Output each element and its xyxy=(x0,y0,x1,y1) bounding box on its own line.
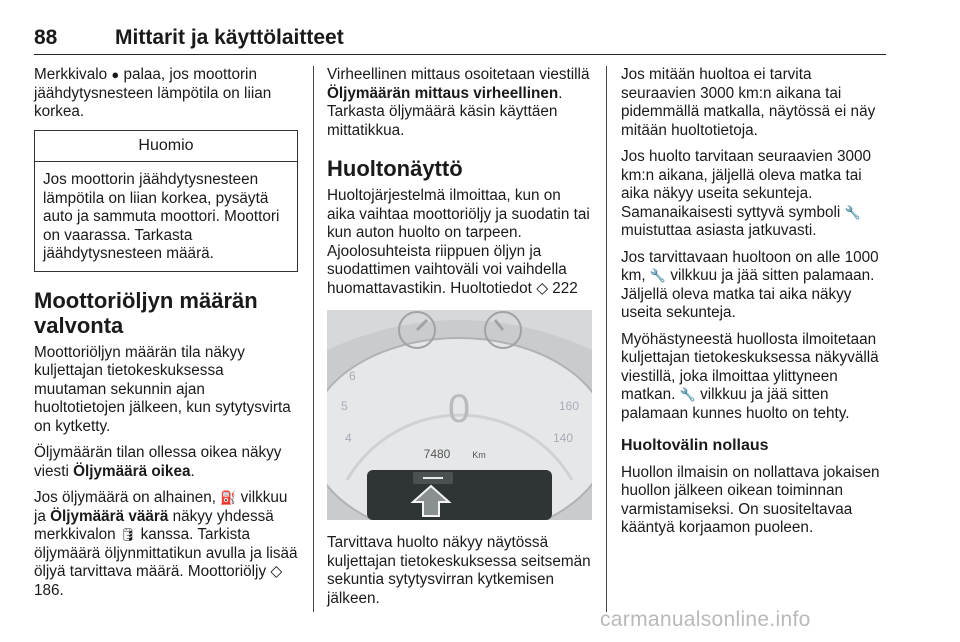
paragraph: Jos öljymäärä on alhainen, ⛽ vilkkuu ja Öljymäärä väärä näkyy yhdessä merkkivalon 🛢 kanssa. Tarkista öljymäärä öljynmittatikun avulla ja lisää öljyä tarvittava määrä. Moottoriöljy ◇ 186. xyxy=(34,489,298,599)
warning-light-icon: ● xyxy=(111,67,120,82)
page-reference-icon: ◇ xyxy=(536,279,548,297)
svg-text:6: 6 xyxy=(349,369,356,383)
paragraph: Jos tarvittavaan huoltoon on alle 1000 km, 🔧 vilkkuu ja jää sitten palamaan. Jäljellä oleva matka tai aika näkyy useita sekunteja. xyxy=(621,248,879,321)
section-heading: Huoltonäyttö xyxy=(327,156,463,181)
column-divider xyxy=(606,66,607,612)
paragraph: Jos huolto tarvitaan seuraavien 3000 km:n aikana, jäljellä oleva matka tai aika näkyy useita sekunteja. Samanaikaisesti syttyvä symboli 🔧 muistuttaa asiasta jatkuvasti. xyxy=(621,148,872,239)
paragraph: Öljymäärän tilan ollessa oikea näkyy viesti Öljymäärä oikea. xyxy=(34,444,282,480)
column-2 xyxy=(327,66,592,616)
subsection-heading: Huoltovälin nollaus xyxy=(621,437,769,454)
page-reference-icon: ◇ xyxy=(270,563,283,580)
watermark: carmanualsonline.info xyxy=(600,608,811,631)
paragraph: Myöhästyneestä huollosta ilmoitetaan kuljettajan tietokeskuksessa näkyvällä viestillä, joka ilmoittaa ylittyneen matkan. 🔧 vilkkuu ja jää sitten palamaan kunnes huolto on tehty. xyxy=(621,330,879,422)
speed-digit: 0 xyxy=(447,387,471,431)
column-3 xyxy=(621,66,887,546)
column-divider xyxy=(313,66,314,612)
paragraph: Jos mitään huoltoa ei tarvita seuraavien 3000 km:n aikana tai pidemmällä matkalla, näytössä ei näy mitään huoltotietoja. xyxy=(621,66,876,139)
page-number: 88 xyxy=(34,26,58,49)
svg-text:4: 4 xyxy=(345,431,352,445)
section-heading: Moottoriöljyn määrän valvonta xyxy=(34,287,258,338)
odometer-value: 7480 xyxy=(423,447,451,461)
notice-title: Huomio xyxy=(35,131,297,163)
paragraph: Huoltojärjestelmä ilmoittaa, kun on aika vaihtaa moottoriöljy ja suodatin tai kun auton huolto on tarpeen. Ajoolosuhteista riippuen öljyn ja suodattimen vaihtoväli voi vaihdella huomattavastikin. Huoltotiedot ◇ 222 xyxy=(327,187,590,297)
figure-caption: Tarvittava huolto näkyy näytössä kuljettajan tietokeskuksessa seitsemän sekuntia sytytysvirran kytkemisen jälkeen. xyxy=(327,534,591,607)
page-title: Mittarit ja käyttölaitteet xyxy=(115,26,344,49)
paragraph: Virheellinen mittaus osoitetaan viestillä Öljymäärän mittaus virheellinen. Tarkasta öljymäärä käsin käyttäen mittatikkua. xyxy=(327,66,590,139)
svg-text:160: 160 xyxy=(559,399,580,413)
oil-level-icon: ⛽ xyxy=(220,490,237,505)
paragraph: Huollon ilmaisin on nollattava jokaisen huollon jälkeen oikean toiminnan varmistamiseksi. On suositeltavaa kääntyä korjaamon puoleen. xyxy=(621,463,880,536)
instrument-cluster-figure xyxy=(327,310,592,520)
intro-paragraph: Merkkivalo ● palaa, jos moottorin jäähdytysnesteen lämpötila on liian korkea. xyxy=(34,66,272,120)
svg-text:140: 140 xyxy=(553,431,574,445)
notice-text: Jos moottorin jäähdytysnesteen lämpötila on liian korkea, pysäytä auto ja sammuta moottori. Moottori on vaarassa. Tarkasta jäähdytysnesteen määrä. xyxy=(43,171,280,262)
wrench-icon: 🔧 xyxy=(649,268,667,283)
notice-box xyxy=(34,130,298,272)
page-header xyxy=(34,26,886,55)
odometer-unit: Km xyxy=(472,450,486,460)
paragraph: Moottoriöljyn määrän tila näkyy kuljettajan tietokeskuksessa muutaman sekunnin ajan huoltotietojen jälkeen, kun sytytysvirta on kytketty. xyxy=(34,343,291,435)
wrench-icon: 🔧 xyxy=(844,204,861,220)
svg-text:5: 5 xyxy=(341,399,348,413)
wrench-icon: 🔧 xyxy=(679,387,696,402)
column-1 xyxy=(34,66,298,608)
oil-pressure-icon: 🛢 xyxy=(119,527,137,542)
